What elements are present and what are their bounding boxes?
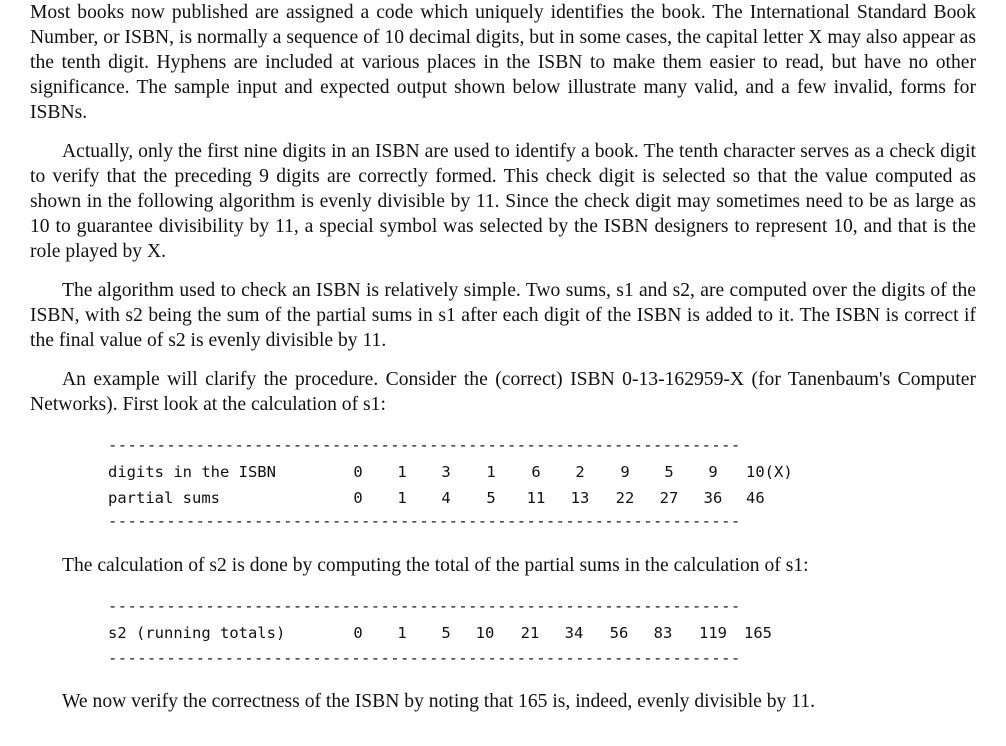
digit-cell: 10(X) — [746, 463, 793, 481]
table-s2-top-rule: ----------------------------------------------------------------- — [108, 597, 741, 615]
running-total-cell: 10 — [475, 624, 495, 642]
partial-sums-label: partial sums — [108, 489, 220, 507]
running-total-cell: 119 — [699, 624, 727, 642]
paragraph-isbn-intro: Most books now published are assigned a code which uniquely identifies the book. The International Standard Book Number, or ISBN, is normally a sequence of 10 decimal digits, but in some cases, the capital letter X may also appear as the tenth digit. Hyphens are included at various places in the ISBN to make them easier to read, but have no other significance. The sample input and expected output shown below illustrate many valid, and a few invalid, forms for ISBNs. — [30, 2, 976, 123]
running-total-cell: 34 — [564, 624, 584, 642]
partial-sum-cell: 27 — [659, 489, 679, 507]
paragraph-verification: We now verify the correctness of the ISBN by noting that 165 is, indeed, evenly divisible by 11. — [62, 691, 815, 712]
running-total-cell: 83 — [653, 624, 673, 642]
partial-sum-cell: 22 — [615, 489, 635, 507]
running-totals-label: s2 (running totals) — [108, 624, 286, 642]
running-total-cell: 1 — [397, 624, 407, 642]
digit-cell: 9 — [620, 463, 630, 481]
running-total-cell: 21 — [520, 624, 540, 642]
partial-sum-cell: 5 — [486, 489, 496, 507]
digit-cell: 1 — [397, 463, 407, 481]
table-s1-top-rule: ----------------------------------------------------------------- — [108, 436, 741, 454]
digit-cell: 2 — [575, 463, 585, 481]
digit-cell: 3 — [441, 463, 451, 481]
digits-row-label: digits in the ISBN — [108, 463, 276, 481]
running-total-cell: 5 — [441, 624, 451, 642]
digit-cell: 1 — [486, 463, 496, 481]
paragraph-example: An example will clarify the procedure. Consider the (correct) ISBN 0-13-162959-X (for Tanenbaum's Computer Networks). First look at the calculation of s1: — [30, 369, 976, 415]
digit-cell: 0 — [353, 463, 363, 481]
partial-sum-cell: 13 — [570, 489, 590, 507]
running-total-cell: 165 — [744, 624, 772, 642]
digit-cell: 9 — [708, 463, 718, 481]
table-s2-bottom-rule: ----------------------------------------------------------------- — [108, 649, 741, 667]
partial-sum-cell: 46 — [746, 489, 765, 507]
partial-sum-cell: 11 — [526, 489, 546, 507]
paragraph-algorithm: The algorithm used to check an ISBN is relatively simple. Two sums, s1 and s2, are computed over the digits of the ISBN, with s2 being the sum of the partial sums in s1 after each digit of the ISBN is added to it. The ISBN is correct if the final value of s2 is evenly divisible by 11. — [30, 280, 976, 351]
partial-sum-cell: 1 — [397, 489, 407, 507]
partial-sum-cell: 36 — [703, 489, 723, 507]
paragraph-s2-calculation: The calculation of s2 is done by computing the total of the partial sums in the calculation of s1: — [62, 555, 809, 576]
partial-sum-cell: 0 — [353, 489, 363, 507]
paragraph-check-digit: Actually, only the first nine digits in an ISBN are used to identify a book. The tenth character serves as a check digit to verify that the preceding 9 digits are correctly formed. This check digit is selected so that the value computed as shown in the following algorithm is evenly divisible by 11. Since the check digit may sometimes need to be as large as 10 to guarantee divisibility by 11, a special symbol was selected by the ISBN designers to represent 10, and that is the role played by X. — [30, 141, 976, 262]
partial-sum-cell: 4 — [441, 489, 451, 507]
table-s1-bottom-rule: ----------------------------------------------------------------- — [108, 512, 741, 530]
running-total-cell: 0 — [353, 624, 363, 642]
running-total-cell: 56 — [609, 624, 629, 642]
digit-cell: 6 — [531, 463, 541, 481]
digit-cell: 5 — [664, 463, 674, 481]
